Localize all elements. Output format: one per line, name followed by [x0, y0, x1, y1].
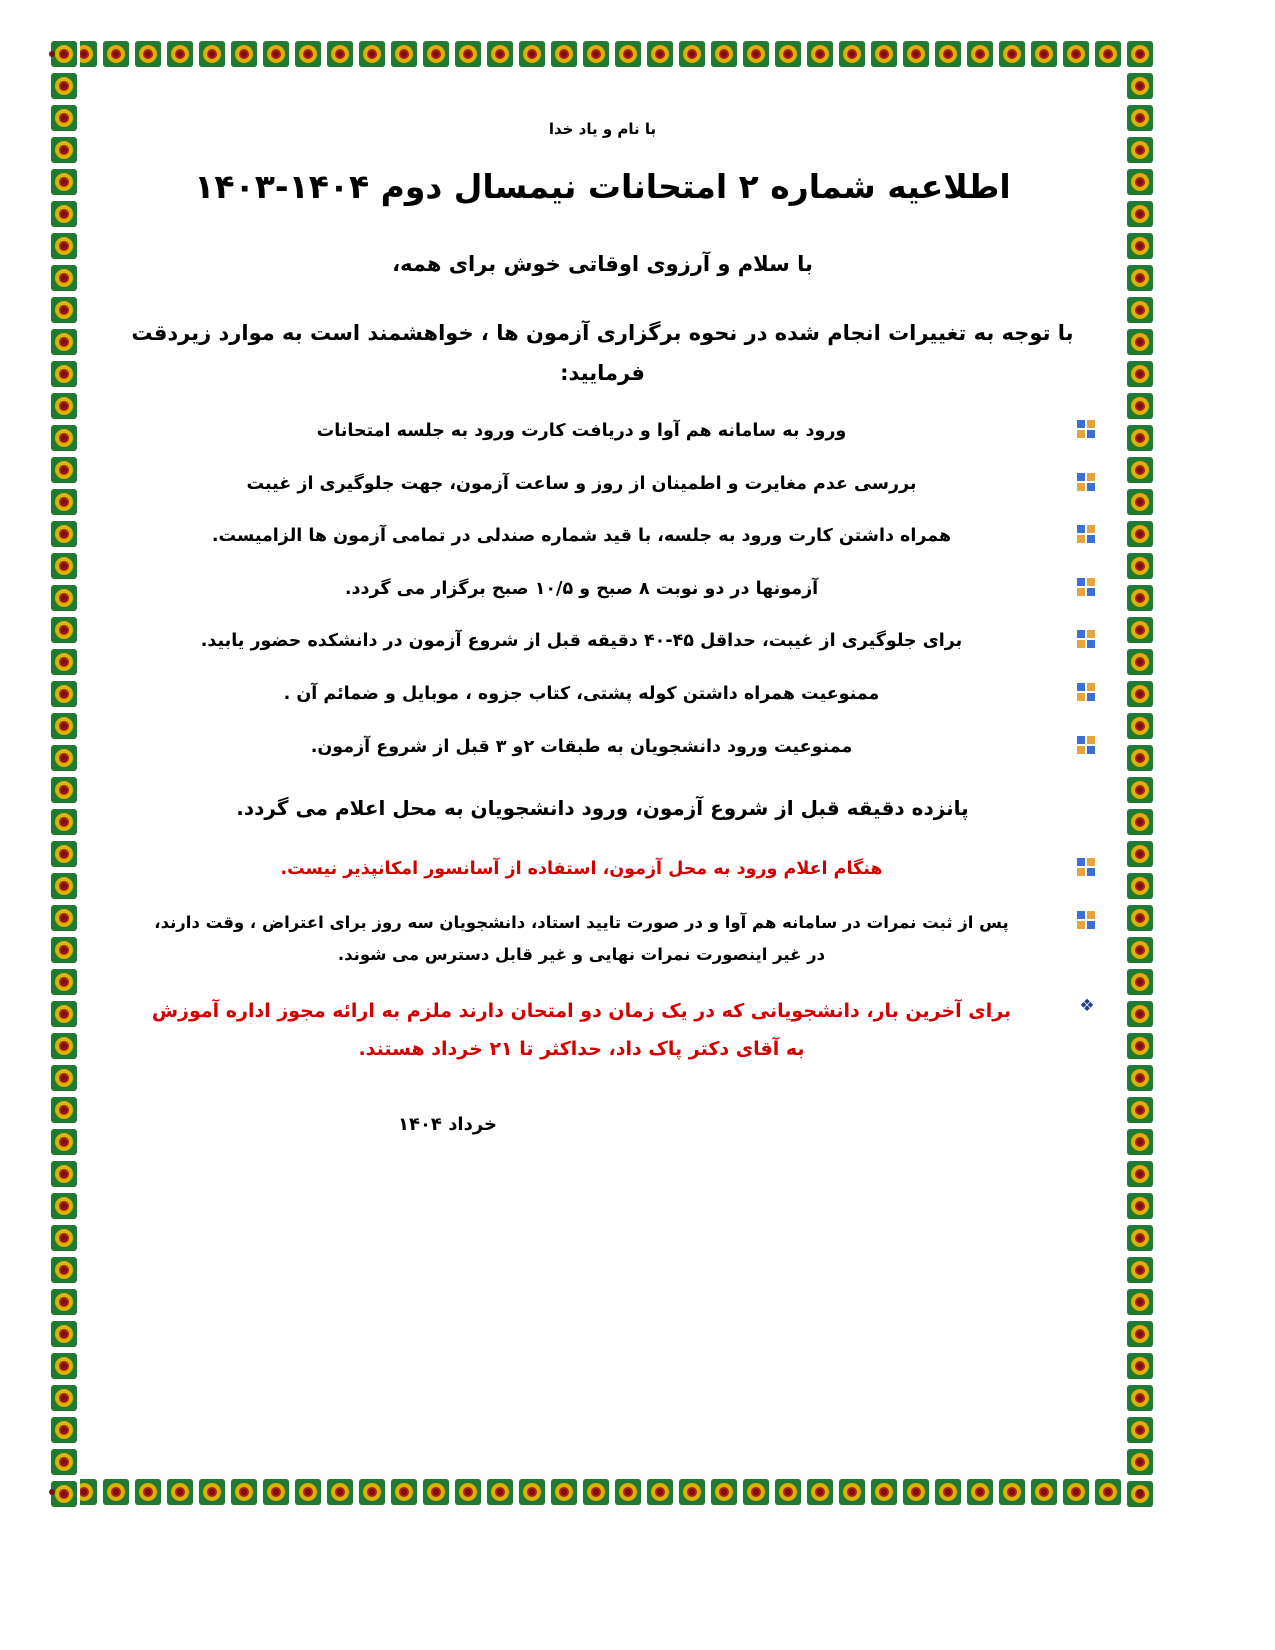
list-item	[110, 626, 1095, 657]
border-band-right	[1124, 38, 1156, 1508]
border-motif	[580, 38, 612, 70]
border-motif	[964, 1476, 996, 1508]
four-color-bullet-icon	[1077, 525, 1095, 543]
border-motif	[1124, 934, 1156, 966]
four-color-bullet-icon	[1077, 683, 1095, 701]
border-motif	[1124, 326, 1156, 358]
border-motif	[48, 262, 80, 294]
border-motif	[1092, 38, 1124, 70]
border-motif	[1124, 870, 1156, 902]
border-motif	[228, 38, 260, 70]
border-band-top	[48, 38, 1156, 70]
list-item-text: برای جلوگیری از غیبت، حداقل ۴۵-۴۰ دقیقه قبل از شروع آزمون در دانشکده حضور یابید.	[200, 631, 963, 652]
border-motif	[1124, 742, 1156, 774]
border-motif	[292, 1476, 324, 1508]
border-motif	[48, 774, 80, 806]
border-motif	[1124, 486, 1156, 518]
border-motif	[1124, 198, 1156, 230]
border-motif	[48, 806, 80, 838]
border-motif	[932, 38, 964, 70]
border-motif	[420, 1476, 452, 1508]
border-motif	[580, 1476, 612, 1508]
border-motif	[868, 1476, 900, 1508]
border-motif	[900, 1476, 932, 1508]
signoff-date: خرداد ۱۴۰۴	[397, 1113, 498, 1135]
border-motif	[1028, 1476, 1060, 1508]
border-motif	[772, 38, 804, 70]
border-motif	[48, 134, 80, 166]
border-motif	[48, 1222, 80, 1254]
list-item-text: پس از ثبت نمرات در سامانه هم آوا و در صورت تایید استاد، دانشجویان سه روز برای اعتراض ، وقت دارند،	[154, 912, 1009, 932]
border-motif	[1124, 678, 1156, 710]
list-item-text: ممنوعیت همراه داشتن کوله پشتی، کتاب جزوه ، موبایل و ضمائم آن .	[283, 684, 880, 705]
border-motif	[868, 38, 900, 70]
list-item	[110, 416, 1095, 447]
border-motif	[964, 38, 996, 70]
border-motif	[484, 1476, 516, 1508]
list-item	[110, 679, 1095, 710]
border-motif	[1124, 902, 1156, 934]
border-motif	[1124, 646, 1156, 678]
border-motif	[740, 38, 772, 70]
list-item-text: ورود به سامانه هم آوا و دریافت کارت ورود به جلسه امتحانات	[316, 420, 847, 441]
four-color-bullet-icon	[1077, 911, 1095, 929]
border-motif	[676, 38, 708, 70]
border-motif	[48, 1030, 80, 1062]
final-note	[110, 992, 1095, 1068]
border-motif	[48, 710, 80, 742]
border-motif	[100, 38, 132, 70]
border-motif	[48, 1286, 80, 1318]
border-motif	[356, 38, 388, 70]
border-motif	[836, 1476, 868, 1508]
border-motif	[548, 1476, 580, 1508]
border-motif	[48, 678, 80, 710]
highlight-notice: پانزده دقیقه قبل از شروع آزمون، ورود دانشجویان به محل اعلام می گردد.	[236, 796, 969, 821]
border-band-bottom	[48, 1476, 1156, 1508]
border-motif	[1124, 1350, 1156, 1382]
border-motif	[48, 1158, 80, 1190]
border-motif	[228, 1476, 260, 1508]
border-motif	[452, 38, 484, 70]
border-motif	[1124, 1094, 1156, 1126]
list-item-text: همراه داشتن کارت ورود به جلسه، با قید شماره صندلی در تمامی آزمون ها الزامیست.	[211, 526, 952, 547]
list-item-text: هنگام اعلام ورود به محل آزمون، استفاده از آسانسور امکانپذیر نیست.	[280, 859, 883, 880]
border-motif	[644, 1476, 676, 1508]
border-motif	[48, 838, 80, 870]
border-motif	[996, 38, 1028, 70]
border-motif	[132, 1476, 164, 1508]
list-item	[110, 854, 1095, 885]
border-motif	[48, 614, 80, 646]
border-motif	[1124, 1222, 1156, 1254]
border-motif	[1124, 1190, 1156, 1222]
list-item	[110, 469, 1095, 500]
border-motif	[1124, 1254, 1156, 1286]
border-motif	[324, 1476, 356, 1508]
border-motif	[1124, 614, 1156, 646]
border-motif	[612, 38, 644, 70]
border-motif	[1124, 710, 1156, 742]
border-motif	[388, 1476, 420, 1508]
border-motif	[48, 422, 80, 454]
border-motif	[932, 1476, 964, 1508]
border-motif	[164, 1476, 196, 1508]
border-motif	[1124, 1126, 1156, 1158]
border-motif	[48, 1414, 80, 1446]
announcement-body	[110, 120, 1095, 1135]
border-motif	[1124, 70, 1156, 102]
border-motif	[356, 1476, 388, 1508]
border-motif	[48, 1126, 80, 1158]
border-motif	[388, 38, 420, 70]
border-motif	[1124, 1382, 1156, 1414]
border-motif	[48, 742, 80, 774]
border-motif	[1124, 518, 1156, 550]
border-motif	[1124, 1158, 1156, 1190]
four-color-bullet-icon	[1077, 858, 1095, 876]
border-motif	[1124, 134, 1156, 166]
border-motif	[900, 38, 932, 70]
border-motif	[1124, 1414, 1156, 1446]
list-item-subtext: در غیر اینصورت نمرات نهایی و غیر قابل دسترس می شوند.	[337, 944, 826, 964]
border-motif	[996, 1476, 1028, 1508]
border-motif	[1124, 166, 1156, 198]
instructions-list-secondary	[110, 854, 1095, 970]
border-motif	[48, 1446, 80, 1478]
border-motif	[48, 454, 80, 486]
border-motif	[48, 1190, 80, 1222]
border-motif	[48, 1350, 80, 1382]
border-motif	[804, 38, 836, 70]
border-motif	[1028, 38, 1060, 70]
border-motif	[1124, 262, 1156, 294]
border-motif	[836, 38, 868, 70]
border-motif	[1124, 1286, 1156, 1318]
border-motif	[1124, 454, 1156, 486]
border-motif	[48, 102, 80, 134]
border-motif	[1124, 390, 1156, 422]
border-motif	[1124, 358, 1156, 390]
border-motif	[48, 1094, 80, 1126]
border-motif	[260, 38, 292, 70]
border-motif	[48, 486, 80, 518]
border-motif	[1092, 1476, 1124, 1508]
border-motif	[1060, 1476, 1092, 1508]
border-motif	[48, 966, 80, 998]
border-motif	[48, 1062, 80, 1094]
border-motif	[48, 198, 80, 230]
border-motif	[48, 166, 80, 198]
final-note-line-2: به آقای دکتر پاک داد، حداکثر تا ۲۱ خرداد هستند.	[358, 1037, 805, 1060]
border-motif	[324, 38, 356, 70]
border-band-left	[48, 38, 80, 1508]
list-item-text: بررسی عدم مغایرت و اطمینان از روز و ساعت آزمون، جهت جلوگیری از غیبت	[246, 473, 917, 494]
border-motif	[1124, 230, 1156, 262]
border-motif	[1124, 1318, 1156, 1350]
border-motif	[48, 230, 80, 262]
border-motif	[48, 70, 80, 102]
border-motif	[1124, 550, 1156, 582]
diamond-bullet-icon: ❖	[1079, 995, 1095, 1016]
border-motif	[48, 998, 80, 1030]
list-item	[110, 521, 1095, 552]
border-motif	[1124, 1478, 1156, 1508]
border-motif	[804, 1476, 836, 1508]
border-motif	[1124, 966, 1156, 998]
border-motif	[420, 38, 452, 70]
border-motif	[164, 38, 196, 70]
border-motif	[48, 294, 80, 326]
border-motif	[132, 38, 164, 70]
border-motif	[1124, 838, 1156, 870]
border-motif	[48, 1382, 80, 1414]
four-color-bullet-icon	[1077, 630, 1095, 648]
border-motif	[1124, 1062, 1156, 1094]
border-motif	[644, 38, 676, 70]
border-motif	[196, 38, 228, 70]
border-motif	[1060, 38, 1092, 70]
four-color-bullet-icon	[1077, 736, 1095, 754]
border-motif	[612, 1476, 644, 1508]
list-item	[110, 732, 1095, 763]
four-color-bullet-icon	[1077, 473, 1095, 491]
border-motif	[48, 870, 80, 902]
border-motif	[48, 358, 80, 390]
final-note-line-1: برای آخرین بار، دانشجویانی که در یک زمان دو امتحان دارند ملزم به ارائه مجوز اداره آموزش	[151, 999, 1012, 1022]
border-motif	[548, 38, 580, 70]
list-item	[110, 574, 1095, 605]
border-motif	[100, 1476, 132, 1508]
border-motif	[1124, 582, 1156, 614]
border-motif	[48, 390, 80, 422]
border-motif	[48, 646, 80, 678]
border-motif	[1124, 38, 1156, 70]
border-motif	[708, 38, 740, 70]
border-motif	[1124, 294, 1156, 326]
border-motif	[48, 326, 80, 358]
border-motif	[1124, 1446, 1156, 1478]
list-item-text: ممنوعیت ورود دانشجویان به طبقات ۲و ۳ قبل از شروع آزمون.	[310, 736, 853, 757]
border-motif	[196, 1476, 228, 1508]
border-motif	[772, 1476, 804, 1508]
border-motif	[48, 518, 80, 550]
border-motif	[48, 582, 80, 614]
intro-paragraph: با توجه به تغییرات انجام شده در نحوه برگزاری آزمون ها ، خواهشمند است به موارد زیردقت فرمایید:	[131, 321, 1074, 386]
border-motif	[1124, 1030, 1156, 1062]
four-color-bullet-icon	[1077, 578, 1095, 596]
border-motif	[1124, 422, 1156, 454]
border-motif	[708, 1476, 740, 1508]
basmala-line: با نام و یاد خدا	[548, 120, 657, 138]
border-motif	[740, 1476, 772, 1508]
border-motif	[48, 902, 80, 934]
list-item-text: آزمونها در دو نوبت ۸ صبح و ۱۰/۵ صبح برگزار می گردد.	[344, 578, 819, 599]
border-motif	[516, 1476, 548, 1508]
border-motif	[292, 38, 324, 70]
border-motif	[1124, 998, 1156, 1030]
greeting-line: با سلام و آرزوی اوقاتی خوش برای همه،	[392, 252, 813, 277]
four-color-bullet-icon	[1077, 420, 1095, 438]
border-motif	[484, 38, 516, 70]
list-item	[110, 907, 1095, 970]
border-motif	[48, 934, 80, 966]
border-motif	[48, 1254, 80, 1286]
instructions-list	[110, 416, 1095, 762]
border-motif	[676, 1476, 708, 1508]
border-motif	[1124, 102, 1156, 134]
border-motif	[452, 1476, 484, 1508]
border-motif	[1124, 774, 1156, 806]
border-motif	[260, 1476, 292, 1508]
border-motif	[516, 38, 548, 70]
page-title: اطلاعیه شماره ۲ امتحانات نیمسال دوم ۱۴۰۴-۱۴۰۳	[194, 167, 1011, 206]
border-motif	[1124, 806, 1156, 838]
border-motif	[48, 1318, 80, 1350]
border-motif	[48, 550, 80, 582]
